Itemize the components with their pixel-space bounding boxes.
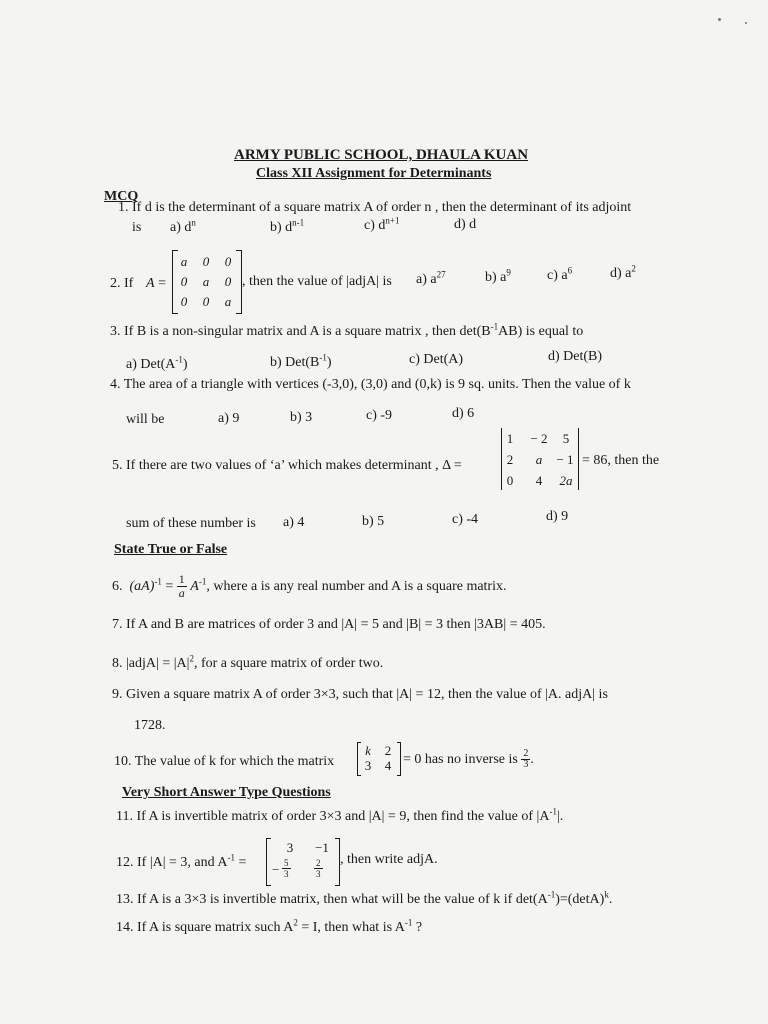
section-true-false: State True or False bbox=[114, 542, 228, 557]
q9-cont: 1728. bbox=[134, 718, 166, 733]
q5-cell: − 2 bbox=[530, 431, 548, 446]
q2-cell: 0 bbox=[202, 294, 210, 309]
q2-a-eq: A = bbox=[146, 276, 166, 291]
q3-option-d: d) Det(B) bbox=[548, 349, 603, 364]
q10-tail: = 0 has no inverse is $\frac{2}{3}$ . bbox=[403, 748, 534, 771]
q5-cell: 0 bbox=[506, 473, 514, 488]
q5-option-d: d) 9 bbox=[546, 509, 569, 524]
q5-cont: sum of these number is bbox=[126, 516, 256, 531]
q1-cont: is bbox=[132, 220, 142, 235]
section-mcq: MCQ bbox=[104, 189, 139, 204]
q2-prefix: 2. If bbox=[110, 276, 134, 291]
q2-text: , then the value of |adjA| is bbox=[242, 274, 392, 289]
q12-left-bracket bbox=[266, 838, 271, 886]
q5-option-c: c) -4 bbox=[452, 512, 479, 527]
q2-cell: 0 bbox=[180, 274, 188, 289]
q7-text: 7. If A and B are matrices of order 3 and |A| = 5 and |B| = 3 then |3AB| = 405. bbox=[112, 617, 546, 632]
q2-cell: a bbox=[180, 254, 188, 269]
q10-cell: 4 bbox=[384, 758, 392, 773]
q12-matrix bbox=[266, 838, 340, 886]
q4-cont: will be bbox=[126, 412, 165, 427]
q2-option-a: a) $a^{27}$ bbox=[416, 269, 446, 287]
q5-cell: 5 bbox=[562, 431, 570, 446]
q5-cell: 1 bbox=[506, 431, 514, 446]
q10-cell: 3 bbox=[364, 758, 372, 773]
q10-cell: k bbox=[365, 743, 371, 758]
q2-cell: 0 bbox=[202, 254, 210, 269]
q2-cell: 0 bbox=[180, 294, 188, 309]
scan-speck bbox=[718, 18, 721, 21]
q5-option-b: b) 5 bbox=[362, 514, 385, 529]
school-name: ARMY PUBLIC SCHOOL, DHAULA KUAN bbox=[234, 147, 529, 163]
q12-cell-sign: − bbox=[272, 862, 280, 877]
q2-option-d: d) $a^2$ bbox=[610, 263, 636, 281]
q1-text: 1. If d is the determinant of a square matrix A of order n , then the determinant of its adjoint bbox=[118, 200, 632, 215]
q10-text: 10. The value of k for which the matrix bbox=[114, 754, 335, 769]
q5-option-a: a) 4 bbox=[283, 515, 305, 530]
q1-option-b: b) $d^{n-1}$ bbox=[270, 217, 305, 235]
q6-fraction: $\frac{1}{a}$ bbox=[178, 572, 185, 601]
q12-cell-frac: $\frac{2}{3}$ bbox=[316, 858, 321, 879]
q5-cell: a bbox=[535, 452, 543, 467]
q10-fraction: $\frac{2}{3}$ bbox=[523, 748, 529, 771]
assignment-title: Class XII Assignment for Determinants bbox=[256, 166, 492, 181]
q3-text: 3. If B is a non-singular matrix and A is a square matrix , then $\det(B^{-1}AB)$ is equal to bbox=[110, 321, 584, 339]
q2-cell: a bbox=[224, 294, 232, 309]
q1-option-d: d) d bbox=[454, 217, 477, 232]
q12-cell-frac: $\frac{5}{3}$ bbox=[284, 858, 289, 879]
q5-cell: 2a bbox=[559, 473, 573, 488]
q6-text: 6. (aA)$^{-1}$ = $\frac{1}{a}$ $A^{-1}$, where a is any real number and A is a square matrix. bbox=[112, 572, 507, 601]
q4-option-a: a) 9 bbox=[218, 411, 240, 426]
q2-cell: 0 bbox=[224, 254, 232, 269]
q4-option-d: d) 6 bbox=[452, 406, 475, 421]
q1-option-a: a) $d^n$ bbox=[170, 217, 196, 235]
q12-cell: 3 bbox=[286, 840, 294, 855]
q13-text: 13. If A is a 3×3 is invertible matrix, then what will be the value of k if $\det(A^{-1})=(\det A)^k$. bbox=[116, 889, 613, 907]
q12-tail: , then write adjA. bbox=[340, 852, 438, 867]
q3-option-a: a) $Det(A^{-1})$ bbox=[126, 354, 188, 372]
q14-text: 14. If A is square matrix such $A^2 = I$, then what is $A^{-1}$ ? bbox=[116, 917, 423, 935]
q4-option-b: b) 3 bbox=[290, 410, 313, 425]
q2-matrix bbox=[172, 250, 242, 314]
q5-determinant bbox=[500, 428, 580, 492]
q12-cell: −1 bbox=[315, 840, 329, 855]
q9-text: 9. Given a square matrix A of order 3×3, such that |A| = 12, then the value of |A. adjA| is bbox=[112, 687, 608, 702]
q2-cell: a bbox=[202, 274, 210, 289]
q5-cell: 2 bbox=[506, 452, 514, 467]
q10-cell: 2 bbox=[384, 743, 392, 758]
q3-option-c: c) Det(A) bbox=[409, 352, 464, 367]
q12-text: 12. If |A| = 3, and $A^{-1}$ = bbox=[116, 852, 247, 870]
q5-cell: 4 bbox=[535, 473, 543, 488]
q5-text: 5. If there are two values of ‘a’ which makes determinant , Δ = bbox=[112, 458, 462, 473]
q2-option-c: c) $a^6$ bbox=[547, 265, 573, 283]
q5-cell: − 1 bbox=[556, 452, 574, 467]
q8-text: 8. |adjA| = $|A|^2$, for a square matrix of order two. bbox=[112, 653, 384, 671]
q5-tail: = 86, then the bbox=[582, 453, 660, 468]
scan-speck bbox=[745, 22, 747, 24]
section-short-answer: Very Short Answer Type Questions bbox=[122, 785, 331, 800]
q4-text: 4. The area of a triangle with vertices (-3,0), (3,0) and (0,k) is 9 sq. units. Then the value of k bbox=[110, 377, 631, 392]
q2-option-b: b) $a^9$ bbox=[485, 267, 511, 285]
q1-option-c: c) $d^{n+1}$ bbox=[364, 215, 400, 233]
q3-option-b: b) $Det(B^{-1})$ bbox=[270, 352, 332, 370]
q2-cell: 0 bbox=[224, 274, 232, 289]
q11-text: 11. If A is invertible matrix of order 3×3 and |A| = 9, then find the value of $|A^{-1}|$. bbox=[116, 806, 564, 824]
q10-matrix bbox=[357, 742, 401, 776]
q5-det-right-bar bbox=[578, 428, 579, 490]
q4-option-c: c) -9 bbox=[366, 408, 393, 423]
